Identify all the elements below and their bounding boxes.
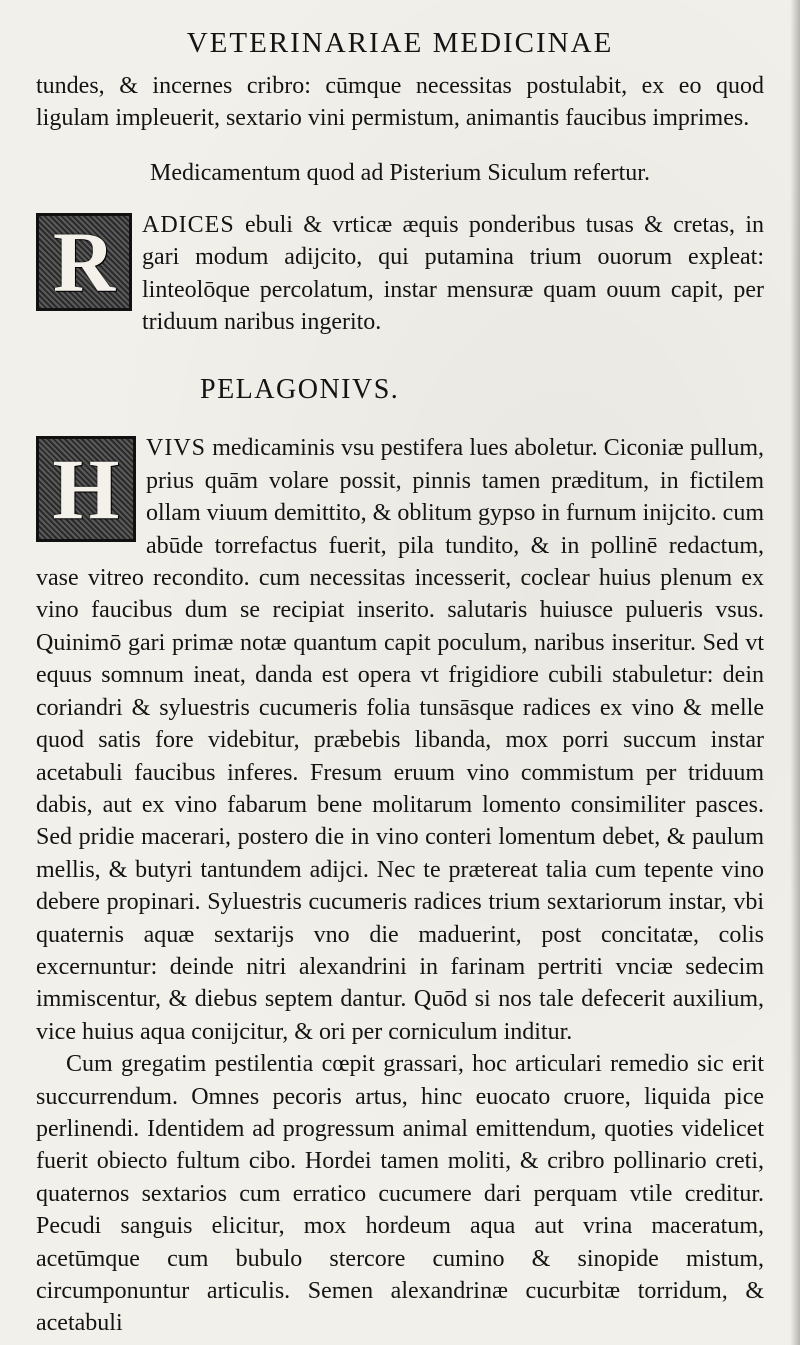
paragraph-text: ebuli & vrticæ æquis ponderibus tusas & cretas, in gari modum adijcito, qui putamina trium ouorum expleat: linteolōque percolatum, instar mensuræ quam ouum capit, per triduum naribus ingerito. — [142, 211, 764, 336]
initial-letter: R — [52, 213, 116, 310]
paragraph-cum-gregatim: Cum gregatim pestilentia cœpit grassari, hoc articulari remedio sic erit succurrendum. Omnes pecoris artus, hinc euocato cruore, liquida pice perlinendi. Identidem ad progressum animal emittendum, quoties videlicet fuerit obiecto fultum cibo. Hordei tamen moliti, & cribro pollinario creti, quaternos sextarios cum erratico cucumere dari perquam vtile creditur. Pecudi sanguis elicitur, mox hordeum aqua aut vrina maceratum, acetūmque cum bubulo stercore cumino & sinopide mistum, circumponuntur articulis. Semen alexandrinæ cucurbitæ torridum, & acetabuli — [36, 1051, 764, 1337]
section-heading: PELAGONIVS. — [200, 374, 400, 406]
paragraph-continuation: tundes, & incernes cribro: cūmque necessitas postulabit, ex eo quod ligulam impleuerit, sextario vini permistum, animantis faucibus imprimes. — [36, 73, 764, 132]
running-head: VETERINARIAE MEDICINAE — [186, 27, 614, 59]
paragraph-radices — [36, 209, 764, 339]
paragraph-lead-word: ADICES — [142, 211, 235, 238]
decorated-initial-r — [36, 213, 132, 311]
paragraph-huius — [36, 432, 764, 1048]
recipe-subheading: Medicamentum quod ad Pisterium Siculum refertur. — [150, 159, 650, 186]
initial-letter: H — [52, 441, 120, 538]
paragraph-lead-word: VIVS — [146, 435, 207, 462]
paragraph-text: medicaminis vsu pestifera lues aboletur. Ciconiæ pullum, prius quām volare possit, pinnis tamen præditum, in fictilem ollam viuum demittito, & oblitum gypso in furnum inijcito. cum abūde torrefactus fuerit, pila tundito, & in pollinē redactum, vase vitreo recondito. cum necessitas incesserit, coclear huius plenum ex vino faucibus dum se recipiat inserito. salutaris huiusce pulueris vsus. Quinimō gari primæ notæ quantum capit poculum, naribus inseritur. Sed vt equus somnum ineat, danda est opera vt frigidiore cubili stabuletur: dein coriandri & syluestris cucumeris folia tunsāsque radices ex vino & melle quod satis fore videbitur, præbebis libanda, mox porri succum instar acetabuli faucibus inferes. Fresum eruum vino commistum per triduum dabis, aut ex vino fabarum bene molitarum lomento consimiliter pasces. Sed pridie macerari, postero die in vino conteri lomentum debet, & paulum mellis, & butyri tantundem adijci. Nec te prætereat talia cum tepente vino debere propinari. Syluestris cucumeris radices trium sextariorum instar, vbi quaternis aquæ sextarijs vno die maduerint, post concitatæ, colis excernuntur: deinde nitri alexandrini in farinam pertriti vnciæ sedecim immiscentur, & diebus septem dantur. Quōd si nos tale defecerit auxilium, vice huius aqua conijcitur, & ori per corniculum inditur. — [36, 435, 764, 1045]
page-edge-shadow — [790, 0, 800, 1345]
decorated-initial-h — [36, 436, 136, 542]
